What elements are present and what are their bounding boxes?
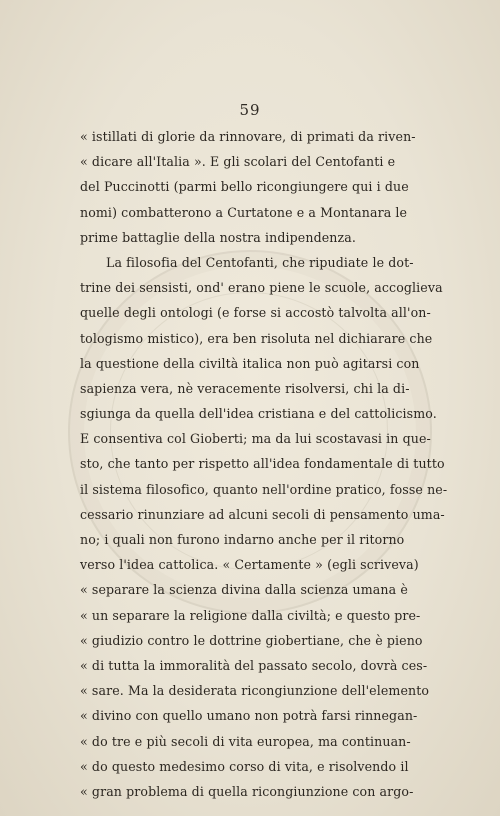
text-line: nomi) combatterono a Curtatone e a Montanara le <box>80 204 408 220</box>
text-line: la questione della civiltà italica non può agitarsi con <box>80 355 420 371</box>
text-line: no; i quali non furono indarno anche per il ritorno <box>80 532 405 547</box>
text-line: « dicare all'Italia ». E gli scolari del Centofanti e <box>80 154 396 170</box>
text-line: E consentiva col Gioberti; ma da lui scostavasi in que- <box>80 431 431 447</box>
text-line: prime battaglie della nostra indipendenza. <box>80 229 356 245</box>
text-line: cessario rinunziare ad alcuni secoli di pensamento uma- <box>80 506 445 522</box>
text-line: « gran problema di quella ricongiunzione con argo- <box>80 783 414 799</box>
text-line: « giudizio contro le dottrine giobertiane, che è pieno <box>80 632 423 648</box>
text-line: il sistema filosofico, quanto nell'ordine pratico, fosse ne- <box>80 481 448 497</box>
text-line: del Puccinotti (parmi bello ricongiungere qui i due <box>80 179 409 195</box>
text-line: « sare. Ma la desiderata ricongiunzione dell'elemento <box>80 683 430 699</box>
text-line: tologismo mistico), era ben risoluta nel dichiarare che <box>80 330 433 346</box>
text-line: « do tre e più secoli di vita europea, ma continuan- <box>80 733 411 749</box>
text-line: sgiunga da quella dell'idea cristiana e del cattolicismo. <box>80 406 437 422</box>
text-line: « do questo medesimo corso di vita, e risolvendo il <box>80 758 409 774</box>
text-line: « un separare la religione dalla civiltà; e questo pre- <box>80 607 421 623</box>
text-line: sapienza vera, nè veracemente risolversi, chi la di- <box>80 380 410 396</box>
text-line: « istillati di glorie da rinnovare, di primati da riven- <box>80 129 416 144</box>
text-line: La filosofia del Centofanti, che ripudiate le dot- <box>106 254 414 270</box>
text-line: trine dei sensisti, ond' erano piene le scuole, accoglieva <box>80 280 443 296</box>
text-line: « divino con quello umano non potrà farsi rinnegan- <box>80 708 418 724</box>
body-text <box>80 124 448 804</box>
text-line: verso l'idea cattolica. « Certamente » (egli scriveva) <box>80 557 419 573</box>
text-line: sto, che tanto per rispetto all'idea fondamentale di tutto <box>80 456 445 472</box>
text-line: « separare la scienza divina dalla scienza umana è <box>80 582 408 598</box>
page-number: 59 <box>239 101 261 119</box>
text-line: « di tutta la immoralità del passato secolo, dovrà ces- <box>80 657 428 673</box>
text-line: quelle degli ontologi (e forse si accostò talvolta all'on- <box>80 305 431 321</box>
